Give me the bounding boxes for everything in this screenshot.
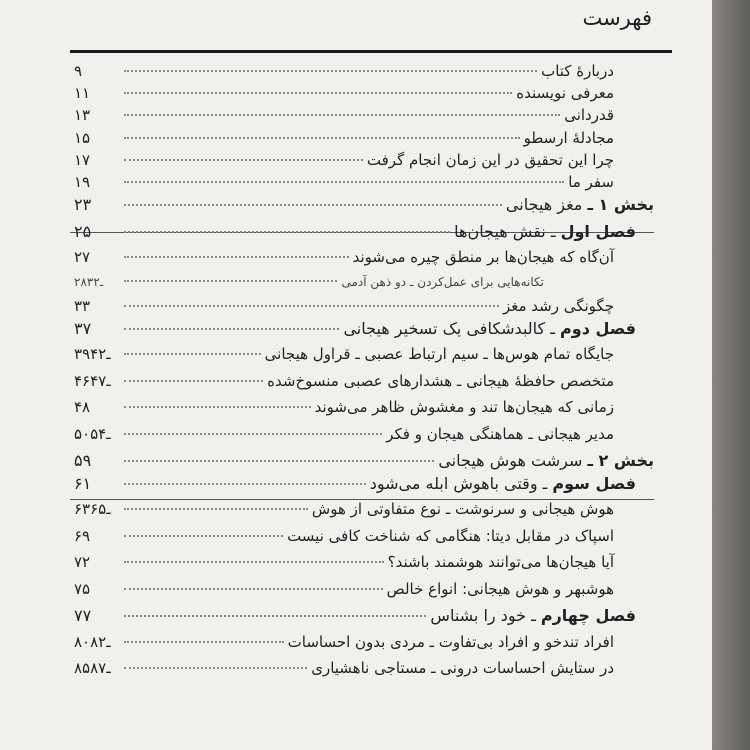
toc-entry-title: زمانی که هیجان‌ها تند و مغشوش ظاهر می‌شوند xyxy=(314,398,614,417)
toc-page-number: ۶۳ـ۶۵ xyxy=(74,500,111,519)
toc-row xyxy=(74,527,654,554)
toc-row xyxy=(74,248,654,275)
dot-leader xyxy=(124,70,537,72)
toc-row xyxy=(74,319,654,346)
dot-leader xyxy=(124,204,502,206)
toc-page-number: ۲۵ xyxy=(74,221,92,241)
toc-row xyxy=(74,84,654,106)
toc-row xyxy=(74,398,654,425)
dot-leader xyxy=(124,508,308,510)
toc-page-number: ۶۹ xyxy=(74,526,91,545)
toc-entry-heading: بخش ۱ ـ xyxy=(587,195,654,215)
toc-entry-subtitle: ـ وقتی باهوش ابله می‌شود xyxy=(369,473,553,493)
dot-leader xyxy=(124,561,384,563)
dot-leader xyxy=(124,483,366,485)
toc-entry-title: متخصص حافظهٔ هیجانی ـ هشدارهای عصبی منسوخ‌شده xyxy=(267,371,614,390)
dot-leader xyxy=(124,535,283,537)
toc-row xyxy=(74,222,654,249)
toc-entry-heading: فصل اول xyxy=(560,221,636,241)
toc-entry-title: آن‌گاه که هیجان‌ها بر منطق چیره می‌شوند xyxy=(352,248,614,267)
toc-page-number: ۵۹ xyxy=(74,451,92,471)
toc-page-number: ۱۱ xyxy=(74,84,91,103)
toc-row xyxy=(74,62,654,84)
toc-entry-title xyxy=(454,222,636,241)
toc-entry-title: قدردانی xyxy=(564,106,614,125)
header-rule xyxy=(70,50,672,53)
toc-entry-title: اسپاک در مقابل دیتا: هنگامی که شناخت کافی نیست xyxy=(287,526,614,545)
toc-row xyxy=(74,425,654,452)
toc-entry-title xyxy=(506,195,654,214)
toc-entry-title: مجادلهٔ ارسطو xyxy=(523,128,614,147)
toc-entry-title: جایگاه تمام هوس‌ها ـ سیم ارتباط عصبی ـ قراول هیجانی xyxy=(264,345,614,364)
toc-entry-heading: فصل دوم xyxy=(560,318,636,338)
toc-entry-subtitle: ـ نقش هیجان‌ها xyxy=(454,221,561,241)
toc-row xyxy=(74,151,654,173)
dot-leader xyxy=(124,181,564,183)
toc-page-number: ۱۷ xyxy=(74,150,91,169)
toc-entry-heading: فصل سوم xyxy=(552,473,636,493)
dot-leader xyxy=(124,256,349,258)
toc-page-number: ۵۰ـ۵۴ xyxy=(74,424,111,443)
toc-row xyxy=(74,474,654,501)
dot-leader xyxy=(124,588,383,590)
toc-entry-title xyxy=(370,474,636,493)
toc-row xyxy=(74,173,654,195)
toc-entry-title: دربارهٔ کتاب xyxy=(541,62,614,80)
toc-page-number: ۷۵ xyxy=(74,579,91,598)
toc-entry-subtitle: ـ خود را بشناس xyxy=(430,606,541,626)
dot-leader xyxy=(124,641,284,643)
dot-leader xyxy=(124,159,363,161)
toc-entry-title xyxy=(438,451,654,470)
toc-page-number: ۹ xyxy=(74,62,83,80)
dot-leader xyxy=(124,380,263,382)
dot-leader xyxy=(124,460,434,462)
page-title: فهرست xyxy=(582,6,652,30)
dot-leader xyxy=(124,328,339,330)
toc-row xyxy=(74,606,654,633)
toc-entry-title: مدیر هیجانی ـ هماهنگی هیجان و فکر xyxy=(386,424,614,443)
dot-leader xyxy=(124,231,450,233)
dot-leader xyxy=(124,615,426,617)
toc-page-number: ۴۸ xyxy=(74,398,91,417)
toc-row xyxy=(74,195,654,222)
toc-entry-subtitle: مغز هیجانی xyxy=(505,195,588,215)
dot-leader xyxy=(124,353,261,355)
dot-leader xyxy=(124,114,560,116)
toc-entry-title: آیا هیجان‌ها می‌توانند هوشمند باشند؟ xyxy=(387,553,614,572)
dot-leader xyxy=(124,92,512,94)
toc-entry-title: هوش هیجانی و سرنوشت ـ نوع متفاوتی از هوش xyxy=(311,500,614,519)
toc-row xyxy=(74,275,654,297)
toc-entry-subtitle: سرشت هوش هیجانی xyxy=(438,451,588,471)
toc-entry-title: در ستایش احساسات درونی ـ مستاجی ناهشیاری xyxy=(311,659,614,678)
toc-page-number: ۱۳ xyxy=(74,106,91,125)
toc-page-number: ۷۲ xyxy=(74,553,91,572)
toc-entry-subtitle: ـ کالبدشکافی یک تسخیر هیجانی xyxy=(343,318,561,338)
toc-entry-title: چرا این تحقیق در این زمان انجام گرفت xyxy=(366,150,614,169)
dot-leader xyxy=(124,406,311,408)
toc-page-number: ۳۹ـ۴۲ xyxy=(74,345,111,364)
toc-entry-title: سفر ما xyxy=(568,172,614,191)
page-edge xyxy=(712,0,750,750)
dot-leader xyxy=(124,433,382,435)
toc-page-number: ۸۰ـ۸۲ xyxy=(74,632,111,651)
toc-entry-title: چگونگی رشد مغز xyxy=(502,296,614,315)
toc-page-number: ۳۷ xyxy=(74,318,92,338)
toc-row xyxy=(74,129,654,151)
toc-page-number: ۴۶ـ۴۷ xyxy=(74,371,111,390)
toc-entry-heading: فصل چهارم xyxy=(540,606,636,626)
toc-row xyxy=(74,451,654,474)
toc-row xyxy=(74,633,654,660)
toc-page-number: ۲۷ xyxy=(74,248,91,267)
toc-entry-title xyxy=(343,319,636,338)
dot-leader xyxy=(124,305,499,307)
toc-row xyxy=(74,659,654,686)
dot-leader xyxy=(124,280,337,282)
toc-row xyxy=(74,297,654,319)
toc-entry-title: تکانه‌هایی برای عمل‌کردن ـ دو ذهن آدمی xyxy=(341,274,544,289)
toc-page-number: ۲۸ـ۳۲ xyxy=(74,274,104,289)
toc-entry-title: هوشبهر و هوش هیجانی: انواع خالص xyxy=(386,579,614,598)
toc-entry-heading: بخش ۲ ـ xyxy=(587,451,654,471)
toc-row xyxy=(74,500,654,527)
dot-leader xyxy=(124,667,307,669)
toc-entry-title xyxy=(430,606,636,625)
toc-page-number: ۸۵ـ۸۷ xyxy=(74,659,111,678)
table-of-contents xyxy=(74,62,654,686)
toc-entry-title: افراد تندخو و افراد بی‌تفاوت ـ مردی بدون احساسات xyxy=(287,632,614,651)
toc-row xyxy=(74,345,654,372)
toc-entry-title: معرفی نویسنده xyxy=(516,84,614,103)
toc-row xyxy=(74,106,654,128)
toc-page-number: ۳۳ xyxy=(74,296,91,315)
toc-page-number: ۷۷ xyxy=(74,606,92,626)
toc-page-number: ۱۹ xyxy=(74,172,91,191)
toc-page-number: ۶۱ xyxy=(74,473,92,493)
toc-row xyxy=(74,372,654,399)
dot-leader xyxy=(124,137,520,139)
toc-page-number: ۱۵ xyxy=(74,128,91,147)
toc-row xyxy=(74,580,654,607)
toc-page-number: ۲۳ xyxy=(74,195,92,215)
toc-row xyxy=(74,553,654,580)
